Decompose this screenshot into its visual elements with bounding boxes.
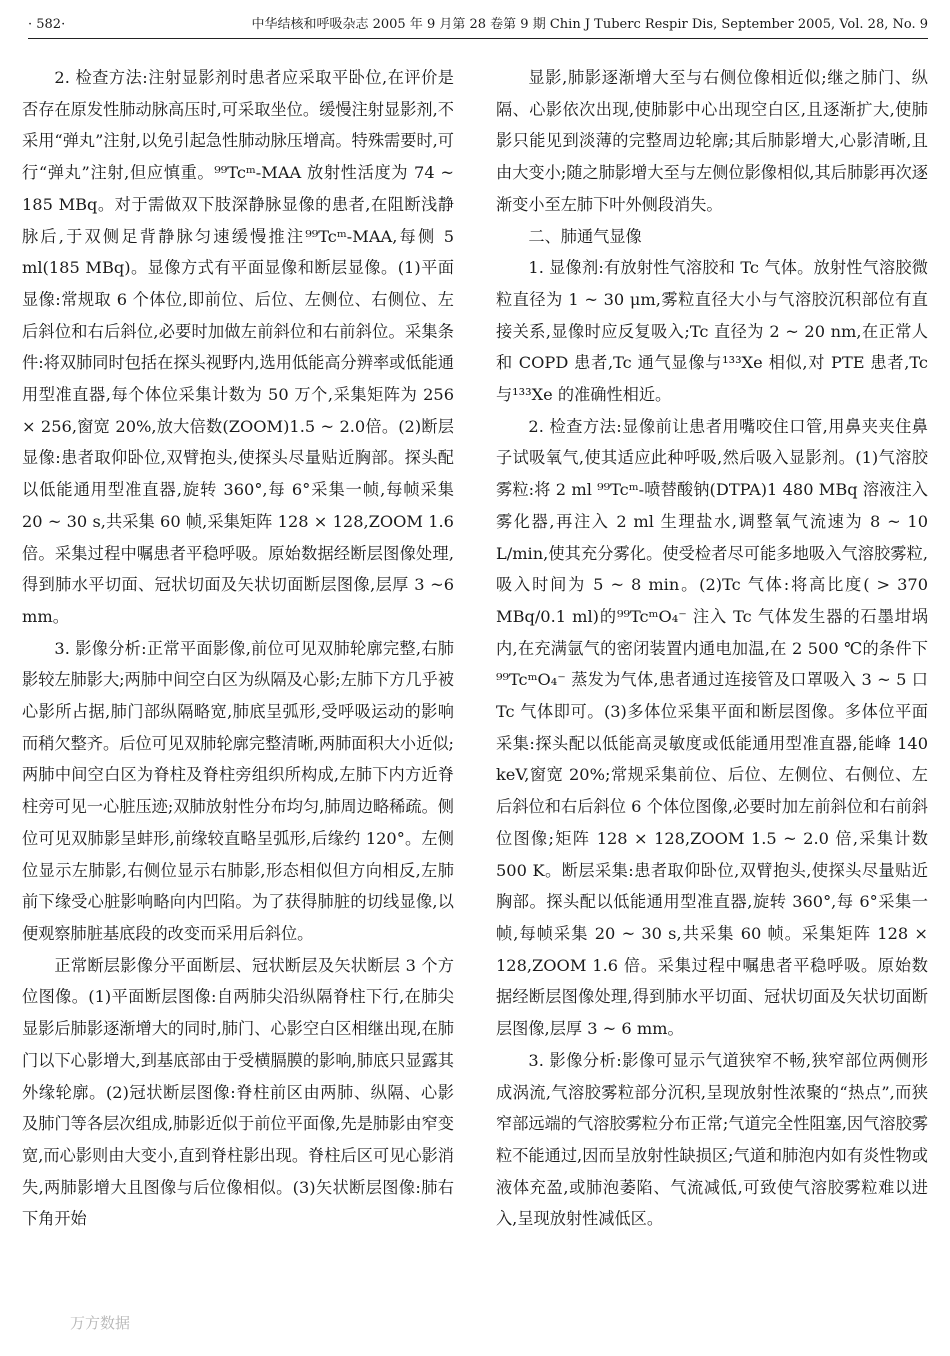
right-column [496,62,928,1235]
watermark: 万方数据 [70,1314,131,1332]
section-heading-ventilation: 二、肺通气显像 [528,226,642,246]
journal-citation: 中华结核和呼吸杂志 2005 年 9 月第 28 卷第 9 期 Chin J Tuberc Respir Dis, September 2005, Vol. 28, No. 9 [251,17,928,32]
paragraph-image-analysis: 3. 影像分析:正常平面影像,前位可见双肺轮廓完整,右肺影较左肺影大;两肺中间空白区为纵隔及心影;左肺下方几乎被心影所占据,肺门部纵隔略宽,肺底呈弧形,受呼吸运动的影响而稍欠整齐。后位可见双肺轮廓完整清晰,两肺面积大小近似;两肺中间空白区为脊柱及脊柱旁组织所构成,左肺下内方近脊柱旁可见一心脏压迹;双肺放射性分布均匀,肺周边略稀疏。侧位可见双肺影呈蚌形,前缘较直略呈弧形,后缘约 120°。左侧位显示左肺影,右侧位显示右肺影,形态相似但方向相反,左肺前下缘受心脏影响略向内凹陷。为了获得肺脏的切线显像,以便观察肺脏基底段的改变而采用后斜位。 [22,638,454,943]
running-header [28,14,928,39]
paragraph-imaging-agent: 1. 显像剂:有放射性气溶胶和 Tc 气体。放射性气溶胶微粒直径为 1 ~ 30 μm,雾粒直径大小与气溶胶沉积部位有直接关系,显像时应反复吸入;Tc 直径为 2 ~ 20 nm,在正常人和 COPD 患者,Tc 通气显像与¹³³Xe 相似,对 PTE 患者,Tc 与¹³³Xe 的准确性相近。 [496,258,928,405]
paragraph-exam-method: 2. 检查方法:注射显影剂时患者应采取平卧位,在评价是否存在原发性肺动脉高压时,可采取坐位。缓慢注射显影剂,不采用“弹丸”注射,以免引起急性肺动脉压增高。特殊需要时,可行“弹丸”注射,但应慎重。⁹⁹Tcᵐ-MAA 放射性活度为 74 ~ 185 MBq。对于需做双下肢深静脉显像的患者,在阻断浅静脉后,于双侧足背静脉匀速缓慢推注⁹⁹Tcᵐ-MAA,每侧 5 ml(185 MBq)。显像方式有平面显像和断层显像。(1)平面显像:常规取 6 个体位,即前位、后位、左侧位、右侧位、左后斜位和右后斜位,必要时加做左前斜位和右前斜位。采集条件:将双肺同时包括在探头视野内,选用低能高分辨率或低能通用型准直器,每个体位采集计数为 50 万个,采集矩阵为 256 × 256,窗宽 20%,放大倍数(ZOOM)1.5 ~ 2.0倍。(2)断层显像:患者取仰卧位,双臂抱头,使探头尽量贴近胸部。探头配以低能通用型准直器,旋转 360°,每 6°采集一帧,每帧采集 20 ~ 30 s,共采集 60 帧,采集矩阵 128 × 128,ZOOM 1.6 倍。采集过程中嘱患者平稳呼吸。原始数据经断层图像处理,得到肺水平切面、冠状切面及矢状切面断层图像,层厚 3 ~6 mm。 [22,68,454,626]
paragraph-tomography: 正常断层影像分平面断层、冠状断层及矢状断层 3 个方位图像。(1)平面断层图像:自两肺尖沿纵隔脊柱下行,在肺尖显影后肺影逐渐增大的同时,肺门、心影空白区相继出现,在肺门以下心影增大,到基底部由于受横膈膜的影响,肺底只显露其外缘轮廓。(2)冠状断层图像:脊柱前区由两肺、纵隔、心影及肺门等各层次组成,肺影近似于前位平面像,先是肺影由窄变宽,而心影则由大变小,直到脊柱影出现。脊柱后区可见心影消失,两肺影增大且图像与后位像相似。(3)矢状断层图像:肺右下角开始 [22,955,454,1229]
left-column [22,62,454,1235]
paragraph-continued: 显影,肺影逐渐增大至与右侧位像相近似;继之肺门、纵隔、心影依次出现,使肺影中心出现空白区,且逐渐扩大,使肺影只能见到淡薄的完整周边轮廓;其后肺影增大,心影清晰,且由大变小;随之肺影增大至与左侧位影像相似,其后肺影再次逐渐变小至左肺下叶外侧段消失。 [496,68,928,214]
paragraph-ventilation-analysis: 3. 影像分析:影像可显示气道狭窄不畅,狭窄部位两侧形成涡流,气溶胶雾粒部分沉积,呈现放射性浓聚的“热点”,而狭窄部远端的气溶胶雾粒分布正常;气道完全性阻塞,因气溶胶雾粒不能通过,因而呈放射性缺损区;气道和肺泡内如有炎性物或液体充盈,或肺泡萎陷、气流减低,可致使气溶胶雾粒难以进入,呈现放射性减低区。 [496,1050,928,1229]
page-number: · 582· [28,17,66,32]
paragraph-ventilation-method: 2. 检查方法:显像前让患者用嘴咬住口管,用鼻夹夹住鼻子试吸氧气,使其适应此种呼吸,然后吸入显影剂。(1)气溶胶雾粒:将 2 ml ⁹⁹Tcᵐ-喷替酸钠(DTPA)1 480 MBq 溶液注入雾化器,再注入 2 ml 生理盐水,调整氧气流速为 8 ~ 10 L/min,使其充分雾化。使受检者尽可能多地吸入气溶胶雾粒,吸入时间为 5 ~ 8 min。(2)Tc 气体:将高比度( > 370 MBq/0.1 ml)的⁹⁹TcᵐO₄⁻ 注入 Tc 气体发生器的石墨坩埚内,在充满氩气的密闭装置内通电加温,在 2 500 ℃的条件下⁹⁹TcᵐO₄⁻ 蒸发为气体,患者通过连接管及口罩吸入 3 ~ 5 口 Tc 气体即可。(3)多体位采集平面和断层图像。多体位平面采集:探头配以低能高灵敏度或低能通用型准直器,能峰 140 keV,窗宽 20%;常规采集前位、后位、左侧位、右侧位、左后斜位和右后斜位 6 个体位图像,必要时加左前斜位和右前斜位图像;矩阵 128 × 128,ZOOM 1.5 ~ 2.0 倍,采集计数 500 K。断层采集:患者取仰卧位,双臂抱头,使探头尽量贴近胸部。探头配以低能通用型准直器,旋转 360°,每 6°采集一帧,每帧采集 20 ~ 30 s,共采集 60 帧。采集矩阵 128 × 128,ZOOM 1.6 倍。采集过程中嘱患者平稳呼吸。原始数据经断层图像处理,得到肺水平切面、冠状切面及矢状切面断层图像,层厚 3 ~ 6 mm。 [496,416,928,1039]
